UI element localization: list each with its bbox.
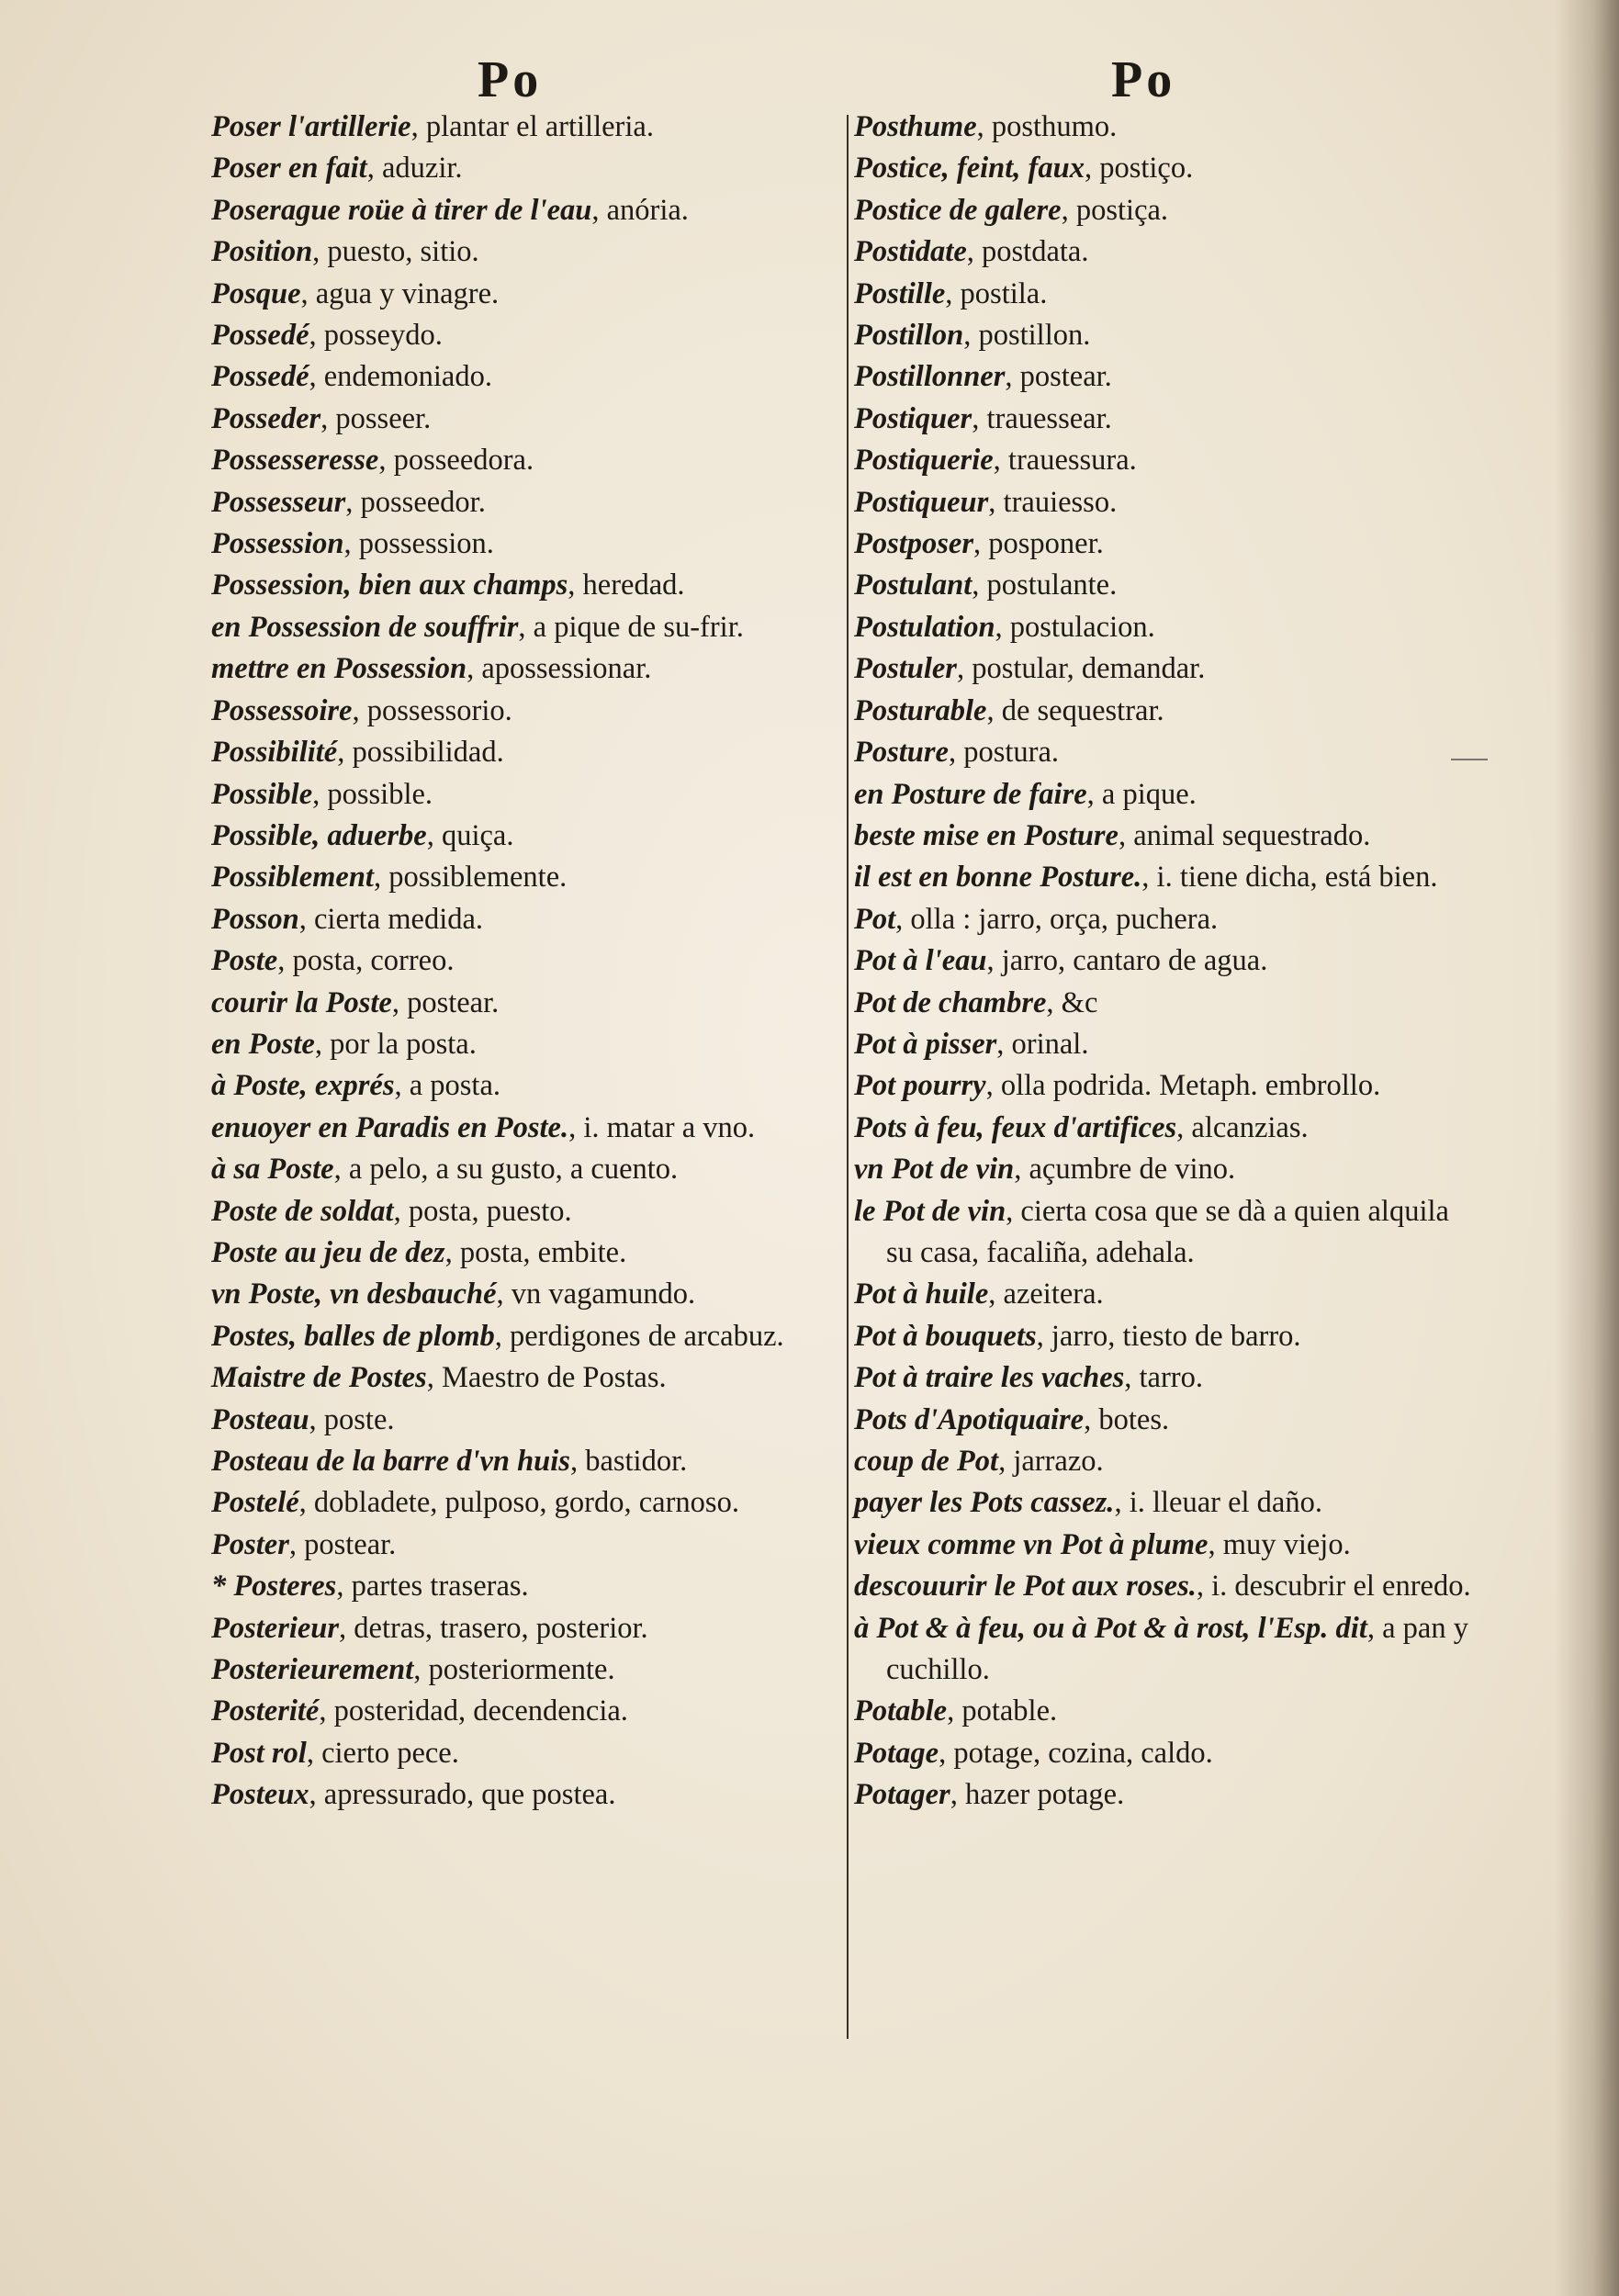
entry-translation: potable. <box>961 1694 1058 1728</box>
entry-translation: posteriormente. <box>428 1653 615 1687</box>
dictionary-entry: Posthume, posthumo. <box>854 110 1118 143</box>
entry-translation: olla : jarro, orça, puchera. <box>910 902 1219 936</box>
entry-translation: possiblemente. <box>388 861 568 895</box>
dictionary-entry: * Posteres, partes traseras. <box>211 1570 529 1604</box>
entry-translation: i. lleuar el daño. <box>1129 1486 1322 1520</box>
entry-translation: quiça. <box>441 818 514 852</box>
dictionary-entry: Pot à traire les vaches, tarro. <box>854 1361 1203 1395</box>
entry-headword: Maistre de Postes <box>211 1361 427 1395</box>
entry-translation: olla podrida. Metaph. embrollo. <box>1000 1069 1381 1103</box>
dictionary-entry: Postes, balles de plomb, perdigones de arcabuz. <box>211 1319 784 1353</box>
entry-translation: orinal. <box>1011 1027 1089 1061</box>
dictionary-entry: Poste de soldat, posta, puesto. <box>211 1194 572 1228</box>
entry-translation: postular, demandar. <box>972 652 1206 686</box>
entry-translation: apressurado, que postea. <box>323 1778 616 1812</box>
entry-translation: muy viejo. <box>1222 1527 1351 1561</box>
entry-headword: Poser en fait <box>211 152 367 186</box>
dictionary-entry: Poser l'artillerie, plantar el artilleria. <box>211 110 654 143</box>
entry-headword: Poste de soldat <box>211 1194 394 1228</box>
entry-headword: vn Pot de vin <box>854 1153 1015 1187</box>
dictionary-entry: vn Poste, vn desbauché, vn vagamundo. <box>211 1277 696 1311</box>
entry-headword: Posterité <box>211 1694 320 1728</box>
entry-headword: Posteau <box>211 1402 309 1436</box>
entry-translation: possessorio. <box>366 693 512 727</box>
entry-translation: endemoniado. <box>323 360 492 394</box>
entry-headword: à sa Poste <box>211 1153 334 1187</box>
dictionary-entry: Possesseur, posseedor. <box>211 485 486 519</box>
entry-headword: Possessoire <box>211 693 353 727</box>
dictionary-entry: Possession, bien aux champs, heredad. <box>211 568 685 602</box>
dictionary-entry: Posturable, de sequestrar. <box>854 693 1164 727</box>
entry-headword: Posture <box>854 736 949 770</box>
entry-translation: jarro, tiesto de barro. <box>1051 1319 1301 1353</box>
dictionary-entry: Posture, postura. <box>854 736 1059 770</box>
entry-translation: postear. <box>407 985 500 1019</box>
entry-headword: Pot à traire les vaches <box>854 1361 1125 1395</box>
right-column <box>854 107 1478 1817</box>
entry-translation: aduzir. <box>381 152 463 186</box>
entry-translation: açumbre de vino. <box>1029 1153 1236 1187</box>
entry-headword: courir la Poste <box>211 985 392 1019</box>
dictionary-entry: Potage, potage, cozina, caldo. <box>854 1736 1213 1770</box>
entry-headword: Possession, bien aux champs <box>211 568 568 602</box>
dictionary-entry: Postiquer, trauessear. <box>854 401 1112 435</box>
entry-translation: por la posta. <box>330 1027 477 1061</box>
dictionary-entry: en Poste, por la posta. <box>211 1027 477 1061</box>
entry-translation: possibilidad. <box>352 736 504 770</box>
dictionary-entry: Pot de chambre, &c <box>854 985 1098 1019</box>
dictionary-entry: Posseder, posseer. <box>211 401 432 435</box>
entry-headword: descouurir le Pot aux roses. <box>854 1570 1197 1604</box>
entry-headword: Postidate <box>854 235 967 269</box>
entry-headword: Possiblement <box>211 861 374 895</box>
dictionary-entry: Postuler, postular, demandar. <box>854 652 1206 686</box>
entry-translation: posponer. <box>988 527 1104 561</box>
entry-translation: postillon. <box>978 319 1091 353</box>
dictionary-entry: Postillon, postillon. <box>854 319 1091 353</box>
entry-headword: vn Poste, vn desbauché <box>211 1277 497 1311</box>
dictionary-entry: en Posture de faire, a pique. <box>854 777 1197 811</box>
column-divider <box>847 115 849 2039</box>
entry-translation: botes. <box>1098 1402 1170 1436</box>
entry-headword: Pot pourry <box>854 1069 986 1103</box>
entry-translation: cierto pece. <box>321 1736 459 1770</box>
entry-headword: mettre en Possession <box>211 652 467 686</box>
entry-translation: agua y vinagre. <box>315 276 500 310</box>
dictionary-entry: Possesseresse, posseedora. <box>211 444 534 478</box>
entry-translation: postulacion. <box>1009 610 1155 644</box>
entry-translation: possible. <box>327 777 433 811</box>
entry-headword: Pots d'Apotiquaire <box>854 1402 1085 1436</box>
entry-translation: jarrazo. <box>1013 1445 1104 1478</box>
entry-headword: Posturable <box>854 693 987 727</box>
dictionary-entry: Possession, possession. <box>211 527 494 561</box>
entry-translation: de sequestrar. <box>1001 693 1164 727</box>
entry-headword: Possible <box>211 777 313 811</box>
entry-translation: a pan y cuchillo. <box>886 1611 1468 1687</box>
left-running-head: Po <box>478 51 543 108</box>
dictionary-entry: Posson, cierta medida. <box>211 902 484 936</box>
dictionary-entry: à sa Poste, a pelo, a su gusto, a cuento. <box>211 1153 679 1187</box>
entry-headword: Postiquerie <box>854 444 994 478</box>
entry-translation: posta, puesto. <box>408 1194 572 1228</box>
dictionary-entry: Poster, postear. <box>211 1527 397 1561</box>
entry-headword: Posteau de la barre d'vn huis <box>211 1445 570 1478</box>
dictionary-entry: Pot à huile, azeitera. <box>854 1277 1104 1311</box>
entry-translation: trauessear. <box>986 401 1112 435</box>
entry-headword: Possesseur <box>211 485 346 519</box>
entry-translation: cierta cosa que se dà a quien alquila su casa, facaliña, adehala. <box>886 1194 1449 1269</box>
dictionary-entry: Postulant, postulante. <box>854 568 1118 602</box>
entry-headword: Postulant <box>854 568 973 602</box>
entry-translation: posseydo. <box>323 319 443 353</box>
dictionary-entry: Potable, potable. <box>854 1694 1058 1728</box>
entry-headword: Posson <box>211 902 299 936</box>
entry-headword: en Posture de faire <box>854 777 1087 811</box>
dictionary-entry: beste mise en Posture, animal sequestrado. <box>854 818 1371 852</box>
entry-headword: Position <box>211 235 313 269</box>
entry-translation: i. matar a vno. <box>583 1110 756 1144</box>
entry-translation: animal sequestrado. <box>1133 818 1371 852</box>
dictionary-entry: Postice, feint, faux, postiço. <box>854 152 1194 186</box>
entry-headword: Postposer <box>854 527 973 561</box>
entry-headword: Postulation <box>854 610 995 644</box>
entry-headword: Postille <box>854 276 946 310</box>
dictionary-entry: Postposer, posponer. <box>854 527 1104 561</box>
entry-translation: cierta medida. <box>313 902 484 936</box>
dictionary-entry: Pot à pisser, orinal. <box>854 1027 1089 1061</box>
entry-headword: Poster <box>211 1527 289 1561</box>
dictionary-entry: Pot pourry, olla podrida. Metaph. embrollo. <box>854 1069 1381 1103</box>
entry-translation: dobladete, pulposo, gordo, carnoso. <box>313 1486 739 1520</box>
dictionary-entry: Postiqueur, trauiesso. <box>854 485 1118 519</box>
dictionary-entry: descouurir le Pot aux roses., i. descubrir el enredo. <box>854 1570 1471 1604</box>
entry-translation: anória. <box>606 193 689 227</box>
dictionary-entry: Posque, agua y vinagre. <box>211 276 500 310</box>
entry-headword: Posterieur <box>211 1611 340 1645</box>
dictionary-entry: Postille, postila. <box>854 276 1048 310</box>
dictionary-entry: mettre en Possession, apossessionar. <box>211 652 652 686</box>
dictionary-entry: Possessoire, possessorio. <box>211 693 512 727</box>
dictionary-entry: vieux comme vn Pot à plume, muy viejo. <box>854 1527 1351 1561</box>
dictionary-entry: Possible, aduerbe, quiça. <box>211 818 514 852</box>
dictionary-entry: Post rol, cierto pece. <box>211 1736 459 1770</box>
dictionary-entry: Position, puesto, sitio. <box>211 235 479 269</box>
entry-headword: vieux comme vn Pot à plume <box>854 1527 1209 1561</box>
entry-headword: Pot à huile <box>854 1277 989 1311</box>
dictionary-entry: à Poste, exprés, a posta. <box>211 1069 501 1103</box>
dictionary-entry: Postidate, postdata. <box>854 235 1089 269</box>
entry-translation: plantar el artilleria. <box>425 110 654 143</box>
entry-headword: Post rol <box>211 1736 307 1770</box>
entry-translation: &c <box>1061 985 1098 1019</box>
entry-headword: Pot de chambre <box>854 985 1047 1019</box>
entry-translation: i. descubrir el enredo. <box>1211 1570 1471 1604</box>
entry-translation: azeitera. <box>1003 1277 1104 1311</box>
dictionary-entry: Possedé, endemoniado. <box>211 360 492 394</box>
dictionary-entry: Pots à feu, feux d'artifices, alcanzias. <box>854 1110 1309 1144</box>
dictionary-entry: Postiquerie, trauessura. <box>854 444 1137 478</box>
entry-translation: postura. <box>963 736 1059 770</box>
entry-headword: Pot à bouquets <box>854 1319 1037 1353</box>
dictionary-entry: en Possession de souffrir, a pique de su-frir. <box>211 610 744 644</box>
dictionary-entry: enuoyer en Paradis en Poste., i. matar a vno. <box>211 1110 756 1144</box>
dictionary-entry: Possiblement, possiblemente. <box>211 861 568 895</box>
entry-headword: Pot <box>854 902 896 936</box>
dictionary-entry: payer les Pots cassez., i. lleuar el daño. <box>854 1486 1322 1520</box>
entry-headword: Possedé <box>211 360 309 394</box>
entry-headword: Postiqueur <box>854 485 989 519</box>
dictionary-entry: Potager, hazer potage. <box>854 1778 1125 1812</box>
entry-headword: il est en bonne Posture. <box>854 861 1142 895</box>
entry-headword: Poste au jeu de dez <box>211 1235 445 1269</box>
entry-translation: heredad. <box>582 568 685 602</box>
dictionary-entry: Postulation, postulacion. <box>854 610 1155 644</box>
entry-translation: Maestro de Postas. <box>441 1361 667 1395</box>
dictionary-entry: Posterieurement, posteriormente. <box>211 1653 615 1687</box>
dictionary-entry: Posterieur, detras, trasero, posterior. <box>211 1611 648 1645</box>
entry-headword: Pot à pisser <box>854 1027 997 1061</box>
entry-headword: Poserague roüe à tirer de l'eau <box>211 193 592 227</box>
entry-translation: posseer. <box>335 401 432 435</box>
dictionary-entry: Pot, olla : jarro, orça, puchera. <box>854 902 1219 936</box>
entry-headword: coup de Pot <box>854 1445 999 1478</box>
entry-headword: Postelé <box>211 1486 299 1520</box>
entry-headword: en Possession de souffrir <box>211 610 519 644</box>
entry-translation: tarro. <box>1139 1361 1203 1395</box>
entry-translation: trauessura. <box>1007 444 1137 478</box>
entry-translation: puesto, sitio. <box>327 235 479 269</box>
dictionary-entry: Maistre de Postes, Maestro de Postas. <box>211 1361 667 1395</box>
entry-translation: posta, correo. <box>292 944 455 978</box>
dictionary-entry: à Pot & à feu, ou à Pot & à rost, l'Esp. dit, a pan y cuchillo. <box>854 1611 1468 1687</box>
entry-headword: Pot à l'eau <box>854 944 987 978</box>
entry-headword: Possibilité <box>211 736 338 770</box>
entry-headword: enuoyer en Paradis en Poste. <box>211 1110 569 1144</box>
dictionary-entry: coup de Pot, jarrazo. <box>854 1445 1104 1478</box>
entry-translation: poste. <box>323 1402 395 1436</box>
entry-headword: Posterieurement <box>211 1653 414 1687</box>
entry-headword: à Pot & à feu, ou à Pot & à rost, l'Esp. dit <box>854 1611 1367 1645</box>
entry-translation: postila. <box>960 276 1048 310</box>
dictionary-entry: Poser en fait, aduzir. <box>211 152 463 186</box>
dictionary-entry: courir la Poste, postear. <box>211 985 500 1019</box>
entry-translation: partes traseras. <box>351 1570 529 1604</box>
entry-translation: vn vagamundo. <box>511 1277 696 1311</box>
entry-translation: postdata. <box>982 235 1089 269</box>
dictionary-entry: le Pot de vin, cierta cosa que se dà a quien alquila su casa, facaliña, adehala. <box>854 1194 1449 1269</box>
entry-translation: a pelo, a su gusto, a cuento. <box>348 1153 679 1187</box>
entry-headword: Possible, aduerbe <box>211 818 427 852</box>
entry-headword: Potage <box>854 1736 939 1770</box>
entry-translation: a posta. <box>409 1069 501 1103</box>
dictionary-entry: il est en bonne Posture., i. tiene dicha, está bien. <box>854 861 1438 895</box>
entry-headword: le Pot de vin <box>854 1194 1006 1228</box>
dictionary-entry: Poserague roüe à tirer de l'eau, anória. <box>211 193 689 227</box>
entry-translation: postulante. <box>986 568 1118 602</box>
entry-translation: i. tiene dicha, está bien. <box>1156 861 1438 895</box>
entry-translation: postiço. <box>1099 152 1194 186</box>
page-spine-shadow <box>1555 0 1619 2296</box>
entry-translation: posseedora. <box>393 444 534 478</box>
entry-headword: en Poste <box>211 1027 315 1061</box>
entry-headword: Potager <box>854 1778 950 1812</box>
entry-translation: jarro, cantaro de agua. <box>1001 944 1268 978</box>
dictionary-entry: Pot à l'eau, jarro, cantaro de agua. <box>854 944 1268 978</box>
entry-headword: Possedé <box>211 319 309 353</box>
dictionary-entry: Posteau de la barre d'vn huis, bastidor. <box>211 1445 688 1478</box>
entry-headword: Postiquer <box>854 401 973 435</box>
entry-translation: posta, embite. <box>459 1235 627 1269</box>
entry-translation: a pique. <box>1101 777 1197 811</box>
entry-headword: beste mise en Posture <box>854 818 1119 852</box>
entry-headword: Possesseresse <box>211 444 379 478</box>
dictionary-entry: Posterité, posteridad, decendencia. <box>211 1694 628 1728</box>
dictionary-entry: Postice de galere, postiça. <box>854 193 1169 227</box>
dictionary-entry: Postelé, dobladete, pulposo, gordo, carnoso. <box>211 1486 739 1520</box>
entry-headword: Posseder <box>211 401 321 435</box>
entry-headword: Postillonner <box>854 360 1006 394</box>
entry-headword: payer les Pots cassez. <box>854 1486 1115 1520</box>
entry-headword: Pots à feu, feux d'artifices <box>854 1110 1177 1144</box>
entry-translation: trauiesso. <box>1003 485 1118 519</box>
entry-headword: Postice de galere <box>854 193 1062 227</box>
entry-translation: detras, trasero, posterior. <box>354 1611 648 1645</box>
left-column <box>211 107 836 1817</box>
entry-translation: posseedor. <box>360 485 486 519</box>
dictionary-entry: Poste au jeu de dez, posta, embite. <box>211 1235 627 1269</box>
dictionary-entry: Posteux, apressurado, que postea. <box>211 1778 616 1812</box>
entry-headword: Postice, feint, faux <box>854 152 1085 186</box>
entry-translation: posthumo. <box>991 110 1118 143</box>
entry-headword: * Posteres <box>211 1570 337 1604</box>
entry-translation: postiça. <box>1075 193 1169 227</box>
entry-headword: Posthume <box>854 110 977 143</box>
entry-translation: alcanzias. <box>1191 1110 1309 1144</box>
entry-headword: Posteux <box>211 1778 309 1812</box>
entry-translation: bastidor. <box>585 1445 688 1478</box>
right-running-head: Po <box>1111 51 1176 108</box>
entry-translation: posteridad, decendencia. <box>333 1694 628 1728</box>
dictionary-entry: Pots d'Apotiquaire, botes. <box>854 1402 1170 1436</box>
dictionary-entry: Posteau, poste. <box>211 1402 395 1436</box>
entry-translation: postear. <box>1019 360 1112 394</box>
entry-headword: Postuler <box>854 652 957 686</box>
dictionary-entry: Postillonner, postear. <box>854 360 1112 394</box>
dictionary-entry: Possible, possible. <box>211 777 433 811</box>
entry-headword: à Poste, exprés <box>211 1069 395 1103</box>
dictionary-entry: Pot à bouquets, jarro, tiesto de barro. <box>854 1319 1301 1353</box>
dictionary-entry: Poste, posta, correo. <box>211 944 455 978</box>
entry-headword: Possession <box>211 527 344 561</box>
entry-translation: postear. <box>304 1527 397 1561</box>
dictionary-entry: vn Pot de vin, açumbre de vino. <box>854 1153 1236 1187</box>
entry-headword: Posque <box>211 276 301 310</box>
entry-translation: apossessionar. <box>481 652 652 686</box>
entry-translation: possession. <box>358 527 494 561</box>
entry-translation: potage, cozina, caldo. <box>953 1736 1213 1770</box>
entry-headword: Postes, balles de plomb <box>211 1319 495 1353</box>
entry-headword: Postillon <box>854 319 964 353</box>
dictionary-entry: Possedé, posseydo. <box>211 319 443 353</box>
entry-translation: a pique de su-frir. <box>533 610 744 644</box>
dictionary-entry: Possibilité, possibilidad. <box>211 736 504 770</box>
entry-headword: Poste <box>211 944 278 978</box>
entry-headword: Potable <box>854 1694 948 1728</box>
entry-translation: hazer potage. <box>964 1778 1125 1812</box>
entry-headword: Poser l'artillerie <box>211 110 411 143</box>
entry-translation: perdigones de arcabuz. <box>509 1319 784 1353</box>
